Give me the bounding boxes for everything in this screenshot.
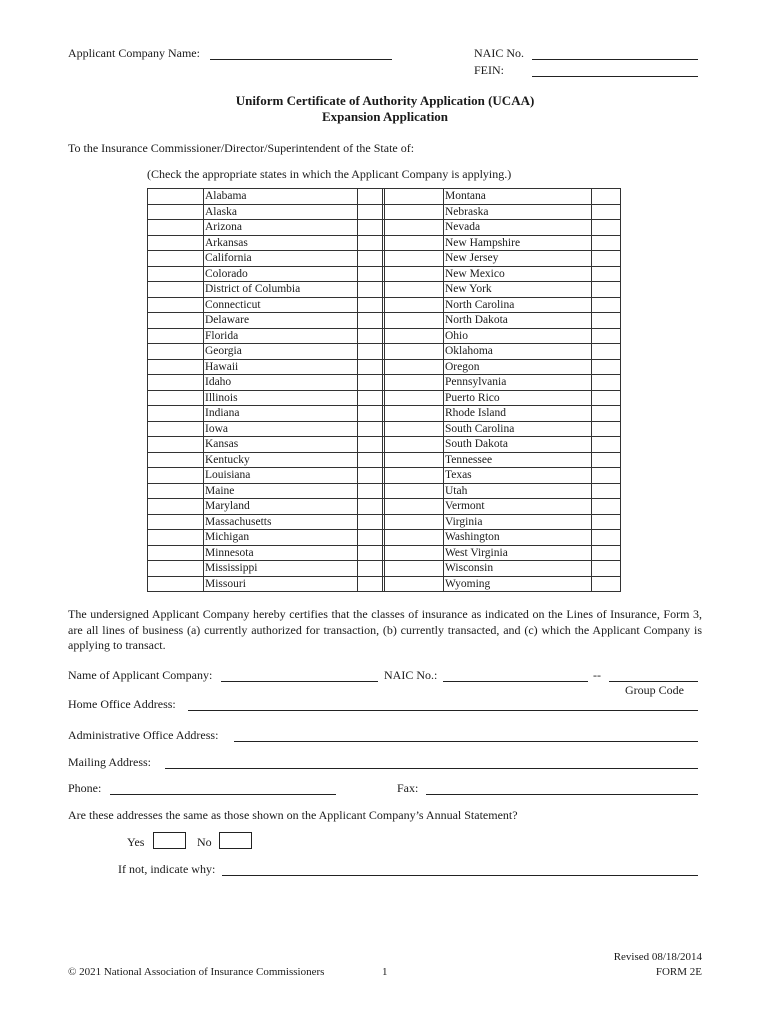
row-spacer [148,313,204,329]
state-name-right: Nebraska [444,204,592,220]
form-id: FORM 2E [655,966,702,978]
row-spacer [148,189,204,205]
row-spacer [385,204,444,220]
row-spacer [385,344,444,360]
state-row [148,561,621,577]
applicant-company-name-label: Applicant Company Name: [68,46,200,60]
row-spacer [148,530,204,546]
admin-office-field[interactable] [234,741,698,742]
state-checkbox-right[interactable] [592,561,621,577]
state-checkbox-left[interactable] [358,328,383,344]
row-spacer [385,437,444,453]
row-spacer [385,266,444,282]
row-spacer [148,220,204,236]
state-checkbox-left[interactable] [358,514,383,530]
instruction-text: (Check the appropriate states in which the Applicant Company is applying.) [147,167,512,181]
state-row [148,576,621,592]
state-checkbox-left[interactable] [358,561,383,577]
state-name-right: Wyoming [444,576,592,592]
row-spacer [385,297,444,313]
state-row [148,421,621,437]
state-name-right: Nevada [444,220,592,236]
home-office-field[interactable] [188,710,698,711]
row-spacer [385,251,444,267]
state-row [148,483,621,499]
state-name-right: Tennessee [444,452,592,468]
state-row [148,375,621,391]
row-spacer [385,220,444,236]
state-row [148,328,621,344]
state-checkbox-left[interactable] [358,483,383,499]
row-spacer [385,576,444,592]
state-row [148,189,621,205]
row-spacer [148,483,204,499]
row-spacer [385,545,444,561]
state-checkbox-right[interactable] [592,220,621,236]
state-row [148,344,621,360]
applicant-company-name-field[interactable] [210,59,392,60]
fax-field[interactable] [426,794,698,795]
state-name-left: Massachusetts [204,514,358,530]
mailing-field[interactable] [165,768,698,769]
state-name-left: Kentucky [204,452,358,468]
state-name-right: Montana [444,189,592,205]
state-checkbox-left[interactable] [358,406,383,422]
states-table [147,188,621,592]
row-spacer [148,561,204,577]
state-name-left: Maine [204,483,358,499]
row-spacer [385,313,444,329]
state-name-left: Arizona [204,220,358,236]
state-name-right: Washington [444,530,592,546]
row-spacer [148,251,204,267]
group-code-label: Group Code [625,683,684,697]
row-spacer [385,499,444,515]
row-spacer [385,514,444,530]
row-spacer [385,189,444,205]
row-spacer [148,359,204,375]
address-question: Are these addresses the same as those shown on the Applicant Company’s Annual Statement? [68,808,518,822]
state-name-left: Minnesota [204,545,358,561]
state-name-right: Vermont [444,499,592,515]
row-spacer [385,483,444,499]
row-spacer [148,235,204,251]
state-checkbox-right[interactable] [592,390,621,406]
fein-label: FEIN: [474,63,504,77]
state-name-left: Georgia [204,344,358,360]
row-spacer [385,235,444,251]
state-checkbox-left[interactable] [358,576,383,592]
state-checkbox-right[interactable] [592,235,621,251]
row-spacer [148,514,204,530]
state-checkbox-left[interactable] [358,468,383,484]
row-spacer [148,421,204,437]
state-checkbox-left[interactable] [358,189,383,205]
state-checkbox-right[interactable] [592,499,621,515]
state-checkbox-right[interactable] [592,204,621,220]
row-spacer [148,437,204,453]
state-row [148,545,621,561]
no-checkbox[interactable] [219,832,252,849]
home-office-label: Home Office Address: [68,697,176,711]
state-name-right: New York [444,282,592,298]
row-spacer [148,499,204,515]
phone-field[interactable] [110,794,336,795]
yes-label: Yes [127,835,145,849]
if-not-field[interactable] [222,875,698,876]
row-spacer [148,468,204,484]
state-name-left: Iowa [204,421,358,437]
state-name-left: Delaware [204,313,358,329]
state-name-right: South Carolina [444,421,592,437]
state-name-right: Oregon [444,359,592,375]
state-checkbox-right[interactable] [592,251,621,267]
form-naic-field[interactable] [443,681,588,682]
row-spacer [148,204,204,220]
row-spacer [148,282,204,298]
state-checkbox-right[interactable] [592,313,621,329]
row-spacer [148,344,204,360]
row-spacer [148,576,204,592]
group-code-field[interactable] [609,681,698,682]
state-checkbox-right[interactable] [592,359,621,375]
row-spacer [385,359,444,375]
row-spacer [385,375,444,391]
state-row [148,468,621,484]
row-spacer [385,468,444,484]
state-name-left: Florida [204,328,358,344]
row-spacer [385,406,444,422]
state-row [148,297,621,313]
row-spacer [385,421,444,437]
state-checkbox-right[interactable] [592,266,621,282]
state-checkbox-left[interactable] [358,530,383,546]
fax-label: Fax: [397,781,419,795]
page-number: 1 [382,966,388,978]
state-name-left: California [204,251,358,267]
state-checkbox-right[interactable] [592,189,621,205]
state-checkbox-right[interactable] [592,576,621,592]
state-name-right: Ohio [444,328,592,344]
naic-field[interactable] [532,59,698,60]
state-checkbox-left[interactable] [358,344,383,360]
state-checkbox-right[interactable] [592,437,621,453]
state-checkbox-left[interactable] [358,421,383,437]
state-checkbox-left[interactable] [358,545,383,561]
copyright: © 2021 National Association of Insurance Commissioners [68,966,325,978]
state-row [148,251,621,267]
state-row [148,282,621,298]
form-naic-label: NAIC No.: [384,668,438,682]
state-checkbox-right[interactable] [592,545,621,561]
row-spacer [385,452,444,468]
row-spacer [148,328,204,344]
state-row [148,235,621,251]
state-name-left: Alaska [204,204,358,220]
state-checkbox-left[interactable] [358,282,383,298]
state-name-right: Texas [444,468,592,484]
row-spacer [385,282,444,298]
state-name-left: Kansas [204,437,358,453]
state-name-right: New Mexico [444,266,592,282]
state-name-left: Hawaii [204,359,358,375]
row-spacer [148,406,204,422]
state-name-left: Illinois [204,390,358,406]
state-checkbox-right[interactable] [592,344,621,360]
state-row [148,452,621,468]
state-name-right: North Carolina [444,297,592,313]
state-checkbox-left[interactable] [358,220,383,236]
state-row [148,514,621,530]
fein-field[interactable] [532,76,698,77]
row-spacer [385,390,444,406]
state-checkbox-left[interactable] [358,437,383,453]
state-name-right: Virginia [444,514,592,530]
row-spacer [148,390,204,406]
state-name-left: Louisiana [204,468,358,484]
row-spacer [385,561,444,577]
state-name-left: Maryland [204,499,358,515]
phone-label: Phone: [68,781,102,795]
state-name-right: Wisconsin [444,561,592,577]
state-name-right: Oklahoma [444,344,592,360]
state-row [148,390,621,406]
dash-separator: -- [593,668,601,682]
state-checkbox-right[interactable] [592,406,621,422]
state-name-right: Rhode Island [444,406,592,422]
state-checkbox-left[interactable] [358,235,383,251]
state-name-right: North Dakota [444,313,592,329]
no-label: No [197,835,212,849]
state-name-left: Idaho [204,375,358,391]
state-name-left: Colorado [204,266,358,282]
state-name-right: Puerto Rico [444,390,592,406]
state-checkbox-right[interactable] [592,483,621,499]
state-checkbox-left[interactable] [358,251,383,267]
state-checkbox-left[interactable] [358,375,383,391]
admin-office-label: Administrative Office Address: [68,728,219,742]
state-name-left: District of Columbia [204,282,358,298]
state-checkbox-right[interactable] [592,514,621,530]
state-checkbox-left[interactable] [358,390,383,406]
state-name-left: Arkansas [204,235,358,251]
state-checkbox-right[interactable] [592,328,621,344]
state-checkbox-left[interactable] [358,266,383,282]
mailing-label: Mailing Address: [68,755,151,769]
form-subtitle: Expansion Application [321,109,449,124]
applicant-name-field[interactable] [221,681,378,682]
form-title: Uniform Certificate of Authority Application (UCAA) [235,93,535,108]
row-spacer [148,545,204,561]
state-checkbox-left[interactable] [358,313,383,329]
state-checkbox-left[interactable] [358,359,383,375]
state-row [148,220,621,236]
row-spacer [148,266,204,282]
state-name-right: New Jersey [444,251,592,267]
applicant-name-label: Name of Applicant Company: [68,668,213,682]
state-name-left: Alabama [204,189,358,205]
revised-date: Revised 08/18/2014 [613,951,702,963]
state-checkbox-left[interactable] [358,297,383,313]
state-row [148,204,621,220]
state-name-right: West Virginia [444,545,592,561]
state-checkbox-right[interactable] [592,530,621,546]
addressee-text: To the Insurance Commissioner/Director/Superintendent of the State of: [68,141,415,155]
state-checkbox-right[interactable] [592,468,621,484]
state-row [148,266,621,282]
state-checkbox-right[interactable] [592,282,621,298]
state-checkbox-right[interactable] [592,421,621,437]
state-checkbox-left[interactable] [358,204,383,220]
yes-checkbox[interactable] [153,832,186,849]
row-spacer [148,452,204,468]
state-row [148,313,621,329]
state-name-right: Pennsylvania [444,375,592,391]
state-row [148,359,621,375]
state-checkbox-right[interactable] [592,375,621,391]
certification-text: The undersigned Applicant Company hereby certifies that the classes of insurance as indicated on the Lines of Insurance, Form 3, are all lines of business (a) currently authorized for transaction, (b) currently transacted, and (c) which the Applicant Company is applying to transact. [68,607,702,652]
state-name-left: Connecticut [204,297,358,313]
state-checkbox-left[interactable] [358,452,383,468]
state-row [148,499,621,515]
state-name-right: Utah [444,483,592,499]
if-not-label: If not, indicate why: [118,862,216,876]
state-row [148,406,621,422]
state-checkbox-left[interactable] [358,499,383,515]
state-checkbox-right[interactable] [592,452,621,468]
state-name-left: Mississippi [204,561,358,577]
row-spacer [148,297,204,313]
state-name-left: Michigan [204,530,358,546]
row-spacer [385,530,444,546]
state-name-left: Missouri [204,576,358,592]
state-name-left: Indiana [204,406,358,422]
state-checkbox-right[interactable] [592,297,621,313]
state-name-right: South Dakota [444,437,592,453]
row-spacer [385,328,444,344]
state-row [148,530,621,546]
naic-label: NAIC No. [474,46,524,60]
row-spacer [148,375,204,391]
state-row [148,437,621,453]
state-name-right: New Hampshire [444,235,592,251]
